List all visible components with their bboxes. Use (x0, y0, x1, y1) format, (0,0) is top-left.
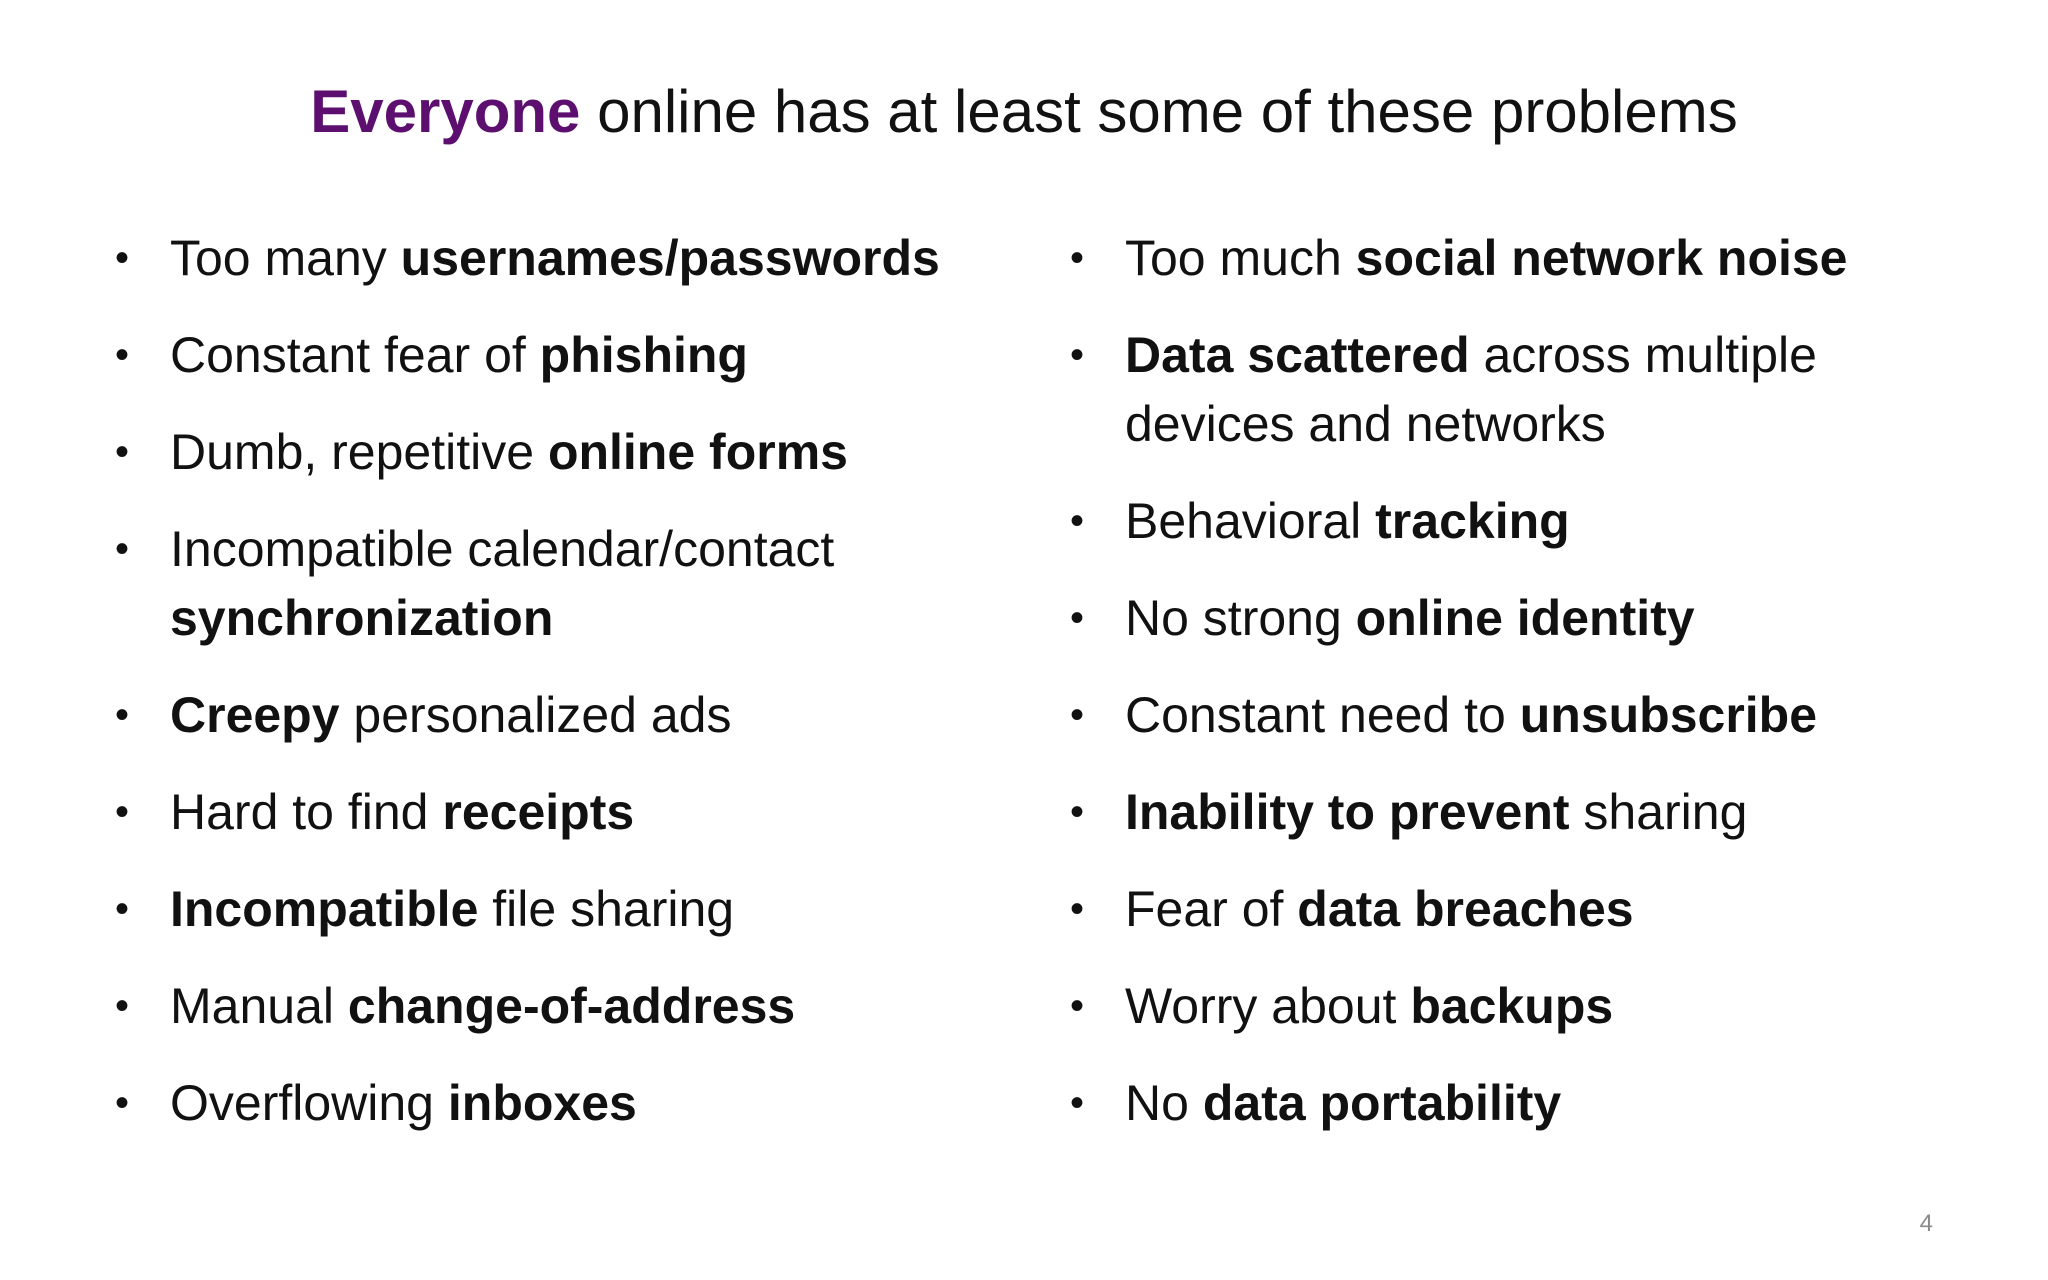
bullet-text-bold: change-of-address (347, 978, 796, 1034)
bullet-text: No strong (1125, 590, 1356, 646)
bullet-text: across multiple devices and networks (1125, 327, 1817, 452)
bullet-text-bold: online identity (1355, 590, 1695, 646)
bullet-icon: • (1070, 984, 1085, 1028)
bullet-item (110, 778, 1010, 847)
bullet-item (110, 972, 1010, 1041)
bullet-text-bold: synchronization (170, 590, 554, 646)
bullet-icon: • (115, 1081, 130, 1125)
bullet-item (110, 875, 1010, 944)
bullet-icon: • (115, 984, 130, 1028)
bullet-icon: • (1070, 693, 1085, 737)
bullet-item (110, 418, 1010, 487)
bullet-text-bold: usernames/passwords (400, 230, 940, 286)
bullet-text-bold: Inability to prevent (1125, 784, 1570, 840)
bullet-icon: • (115, 236, 130, 280)
bullet-item (1065, 1069, 1965, 1138)
bullet-item (1065, 972, 1965, 1041)
bullet-item (1065, 487, 1965, 556)
bullet-item (1065, 681, 1965, 750)
bullet-icon: • (1070, 499, 1085, 543)
bullet-item (1065, 778, 1965, 847)
bullet-item (1065, 321, 1965, 459)
bullet-item (1065, 584, 1965, 653)
bullet-text: personalized ads (339, 687, 732, 743)
bullet-text-bold: unsubscribe (1519, 687, 1818, 743)
right-bullet-list (1065, 224, 1965, 1166)
bullet-text-bold: tracking (1375, 493, 1570, 549)
bullet-text-bold: data portability (1202, 1075, 1562, 1131)
bullet-text: Hard to find (170, 784, 443, 840)
bullet-text-bold: Creepy (170, 687, 340, 743)
bullet-text-bold: Incompatible (170, 881, 479, 937)
bullet-text-bold: phishing (539, 327, 748, 383)
bullet-icon: • (115, 887, 130, 931)
slide-title (0, 74, 2048, 150)
bullet-icon: • (1070, 1081, 1085, 1125)
bullet-text: Worry about (1125, 978, 1411, 1034)
bullet-text: Fear of (1125, 881, 1298, 937)
bullet-text: No (1125, 1075, 1203, 1131)
bullet-text-bold: inboxes (447, 1075, 637, 1131)
bullet-item (110, 515, 1010, 653)
bullet-text: Too many (170, 230, 401, 286)
bullet-text: Manual (170, 978, 348, 1034)
bullet-item (110, 681, 1010, 750)
left-bullet-list (110, 224, 1010, 1166)
bullet-text: Constant fear of (170, 327, 540, 383)
bullet-text: Behavioral (1125, 493, 1376, 549)
bullet-text: sharing (1569, 784, 1748, 840)
bullet-text: Incompatible calendar/contact (170, 521, 835, 577)
title-rest: online has at least some of these problems (580, 78, 1738, 145)
bullet-icon: • (115, 693, 130, 737)
bullet-icon: • (1070, 790, 1085, 834)
bullet-item (110, 224, 1010, 293)
bullet-item (1065, 224, 1965, 293)
bullet-text: Too much (1125, 230, 1356, 286)
bullet-icon: • (1070, 236, 1085, 280)
bullet-text-bold: Data scattered (1125, 327, 1470, 383)
bullet-text-bold: social network noise (1355, 230, 1848, 286)
bullet-text: Overflowing (170, 1075, 448, 1131)
bullet-icon: • (1070, 596, 1085, 640)
bullet-text-bold: backups (1410, 978, 1614, 1034)
page-number: 4 (1919, 1210, 1933, 1237)
bullet-item (1065, 875, 1965, 944)
bullet-item (110, 1069, 1010, 1138)
bullet-text: Dumb, repetitive (170, 424, 548, 480)
bullet-icon: • (115, 430, 130, 474)
bullet-text: Constant need to (1125, 687, 1520, 743)
bullet-icon: • (115, 527, 130, 571)
bullet-icon: • (115, 790, 130, 834)
bullet-icon: • (115, 333, 130, 377)
bullet-icon: • (1070, 887, 1085, 931)
title-accent: Everyone (310, 78, 581, 145)
bullet-text: file sharing (478, 881, 735, 937)
bullet-text-bold: receipts (442, 784, 635, 840)
bullet-icon: • (1070, 333, 1085, 377)
bullet-text-bold: online forms (547, 424, 848, 480)
bullet-item (110, 321, 1010, 390)
bullet-text-bold: data breaches (1297, 881, 1634, 937)
